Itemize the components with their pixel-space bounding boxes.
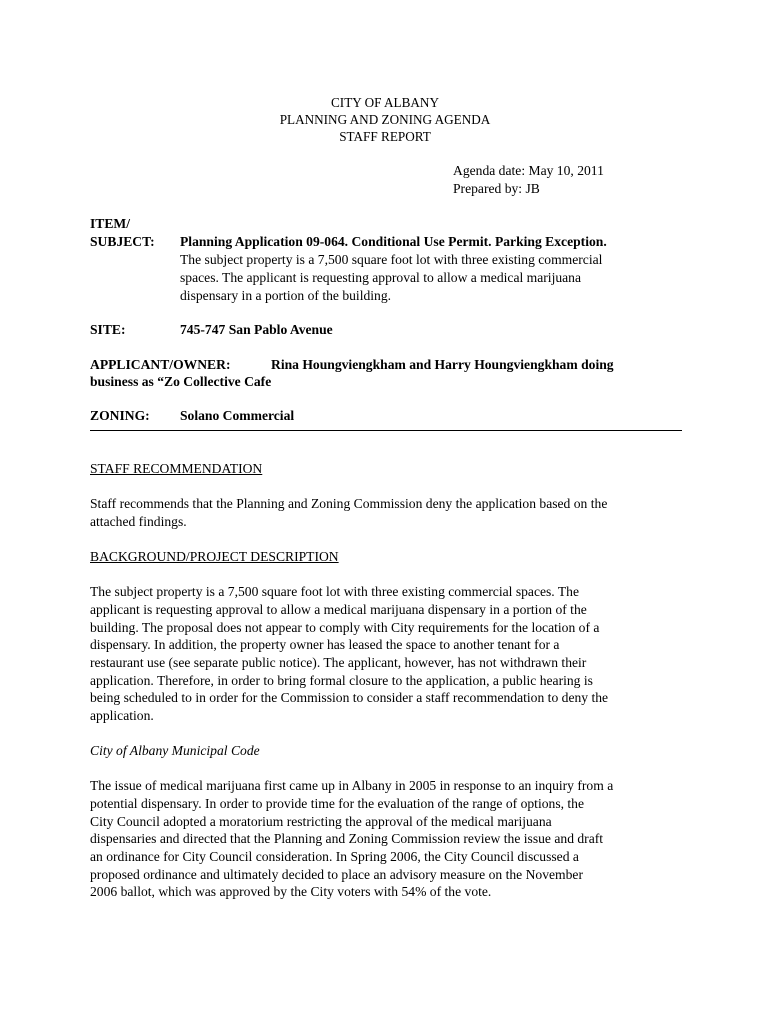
paragraph-line: 2006 ballot, which was approved by the City voters with 54% of the vote. (90, 884, 492, 899)
paragraph-line: proposed ordinance and ultimately decided to place an advisory measure on the November (90, 867, 583, 882)
paragraph-line: application. (90, 708, 154, 723)
paragraph-line: an ordinance for City Council consideration. In Spring 2006, the City Council discussed a (90, 849, 579, 864)
paragraph-line: building. The proposal does not appear to comply with City requirements for the location of a (90, 620, 600, 635)
prepared-by: Prepared by: JB (453, 181, 540, 196)
zoning-value: Solano Commercial (180, 408, 295, 423)
subject-label: SUBJECT: (90, 234, 155, 249)
municipal-code-heading: City of Albany Municipal Code (90, 743, 260, 758)
paragraph-line: dispensary. In addition, the property owner has leased the space to another tenant for a (90, 637, 560, 652)
background-heading: BACKGROUND/PROJECT DESCRIPTION (90, 549, 339, 564)
header-report: STAFF REPORT (339, 129, 431, 144)
paragraph-line: potential dispensary. In order to provide time for the evaluation of the range of options, the (90, 796, 585, 811)
subject-line: The subject property is a 7,500 square foot lot with three existing commercial (180, 252, 603, 267)
paragraph-line: applicant is requesting approval to allow a medical marijuana dispensary in a portion of the (90, 602, 587, 617)
paragraph-line: restaurant use (see separate public notice). The applicant, however, has not withdrawn their (90, 655, 587, 670)
paragraph-line: attached findings. (90, 514, 187, 529)
applicant-value: Rina Houngviengkham and Harry Houngviengkham doing (271, 357, 614, 372)
paragraph-line: Staff recommends that the Planning and Zoning Commission deny the application based on the (90, 496, 608, 511)
paragraph-line: The subject property is a 7,500 square foot lot with three existing commercial spaces. The (90, 584, 579, 599)
header-city: CITY OF ALBANY (331, 95, 439, 110)
section-divider (90, 430, 682, 431)
site-value: 745-747 San Pablo Avenue (180, 322, 333, 337)
paragraph-line: The issue of medical marijuana first came up in Albany in 2005 in response to an inquiry from a (90, 778, 614, 793)
zoning-label: ZONING: (90, 408, 150, 423)
paragraph-line: dispensaries and directed that the Planning and Zoning Commission review the issue and draft (90, 831, 604, 846)
applicant-value-cont: business as “Zo Collective Cafe (90, 374, 272, 389)
applicant-label: APPLICANT/OWNER: (90, 357, 231, 372)
item-label: ITEM/ (90, 216, 131, 231)
subject-line: dispensary in a portion of the building. (180, 288, 392, 303)
header-agenda: PLANNING AND ZONING AGENDA (279, 112, 491, 127)
subject-title: Planning Application 09-064. Conditional Use Permit. Parking Exception. (180, 234, 607, 249)
staff-recommendation-heading: STAFF RECOMMENDATION (90, 461, 263, 476)
site-label: SITE: (90, 322, 126, 337)
paragraph-line: application. Therefore, in order to bring formal closure to the application, a public hearing is (90, 673, 593, 688)
paragraph-line: City Council adopted a moratorium restricting the approval of the medical marijuana (90, 814, 552, 829)
subject-line: spaces. The applicant is requesting approval to allow a medical marijuana (180, 270, 582, 285)
paragraph-line: being scheduled to in order for the Commission to consider a staff recommendation to deny the (90, 690, 609, 705)
agenda-date: Agenda date: May 10, 2011 (453, 163, 604, 178)
